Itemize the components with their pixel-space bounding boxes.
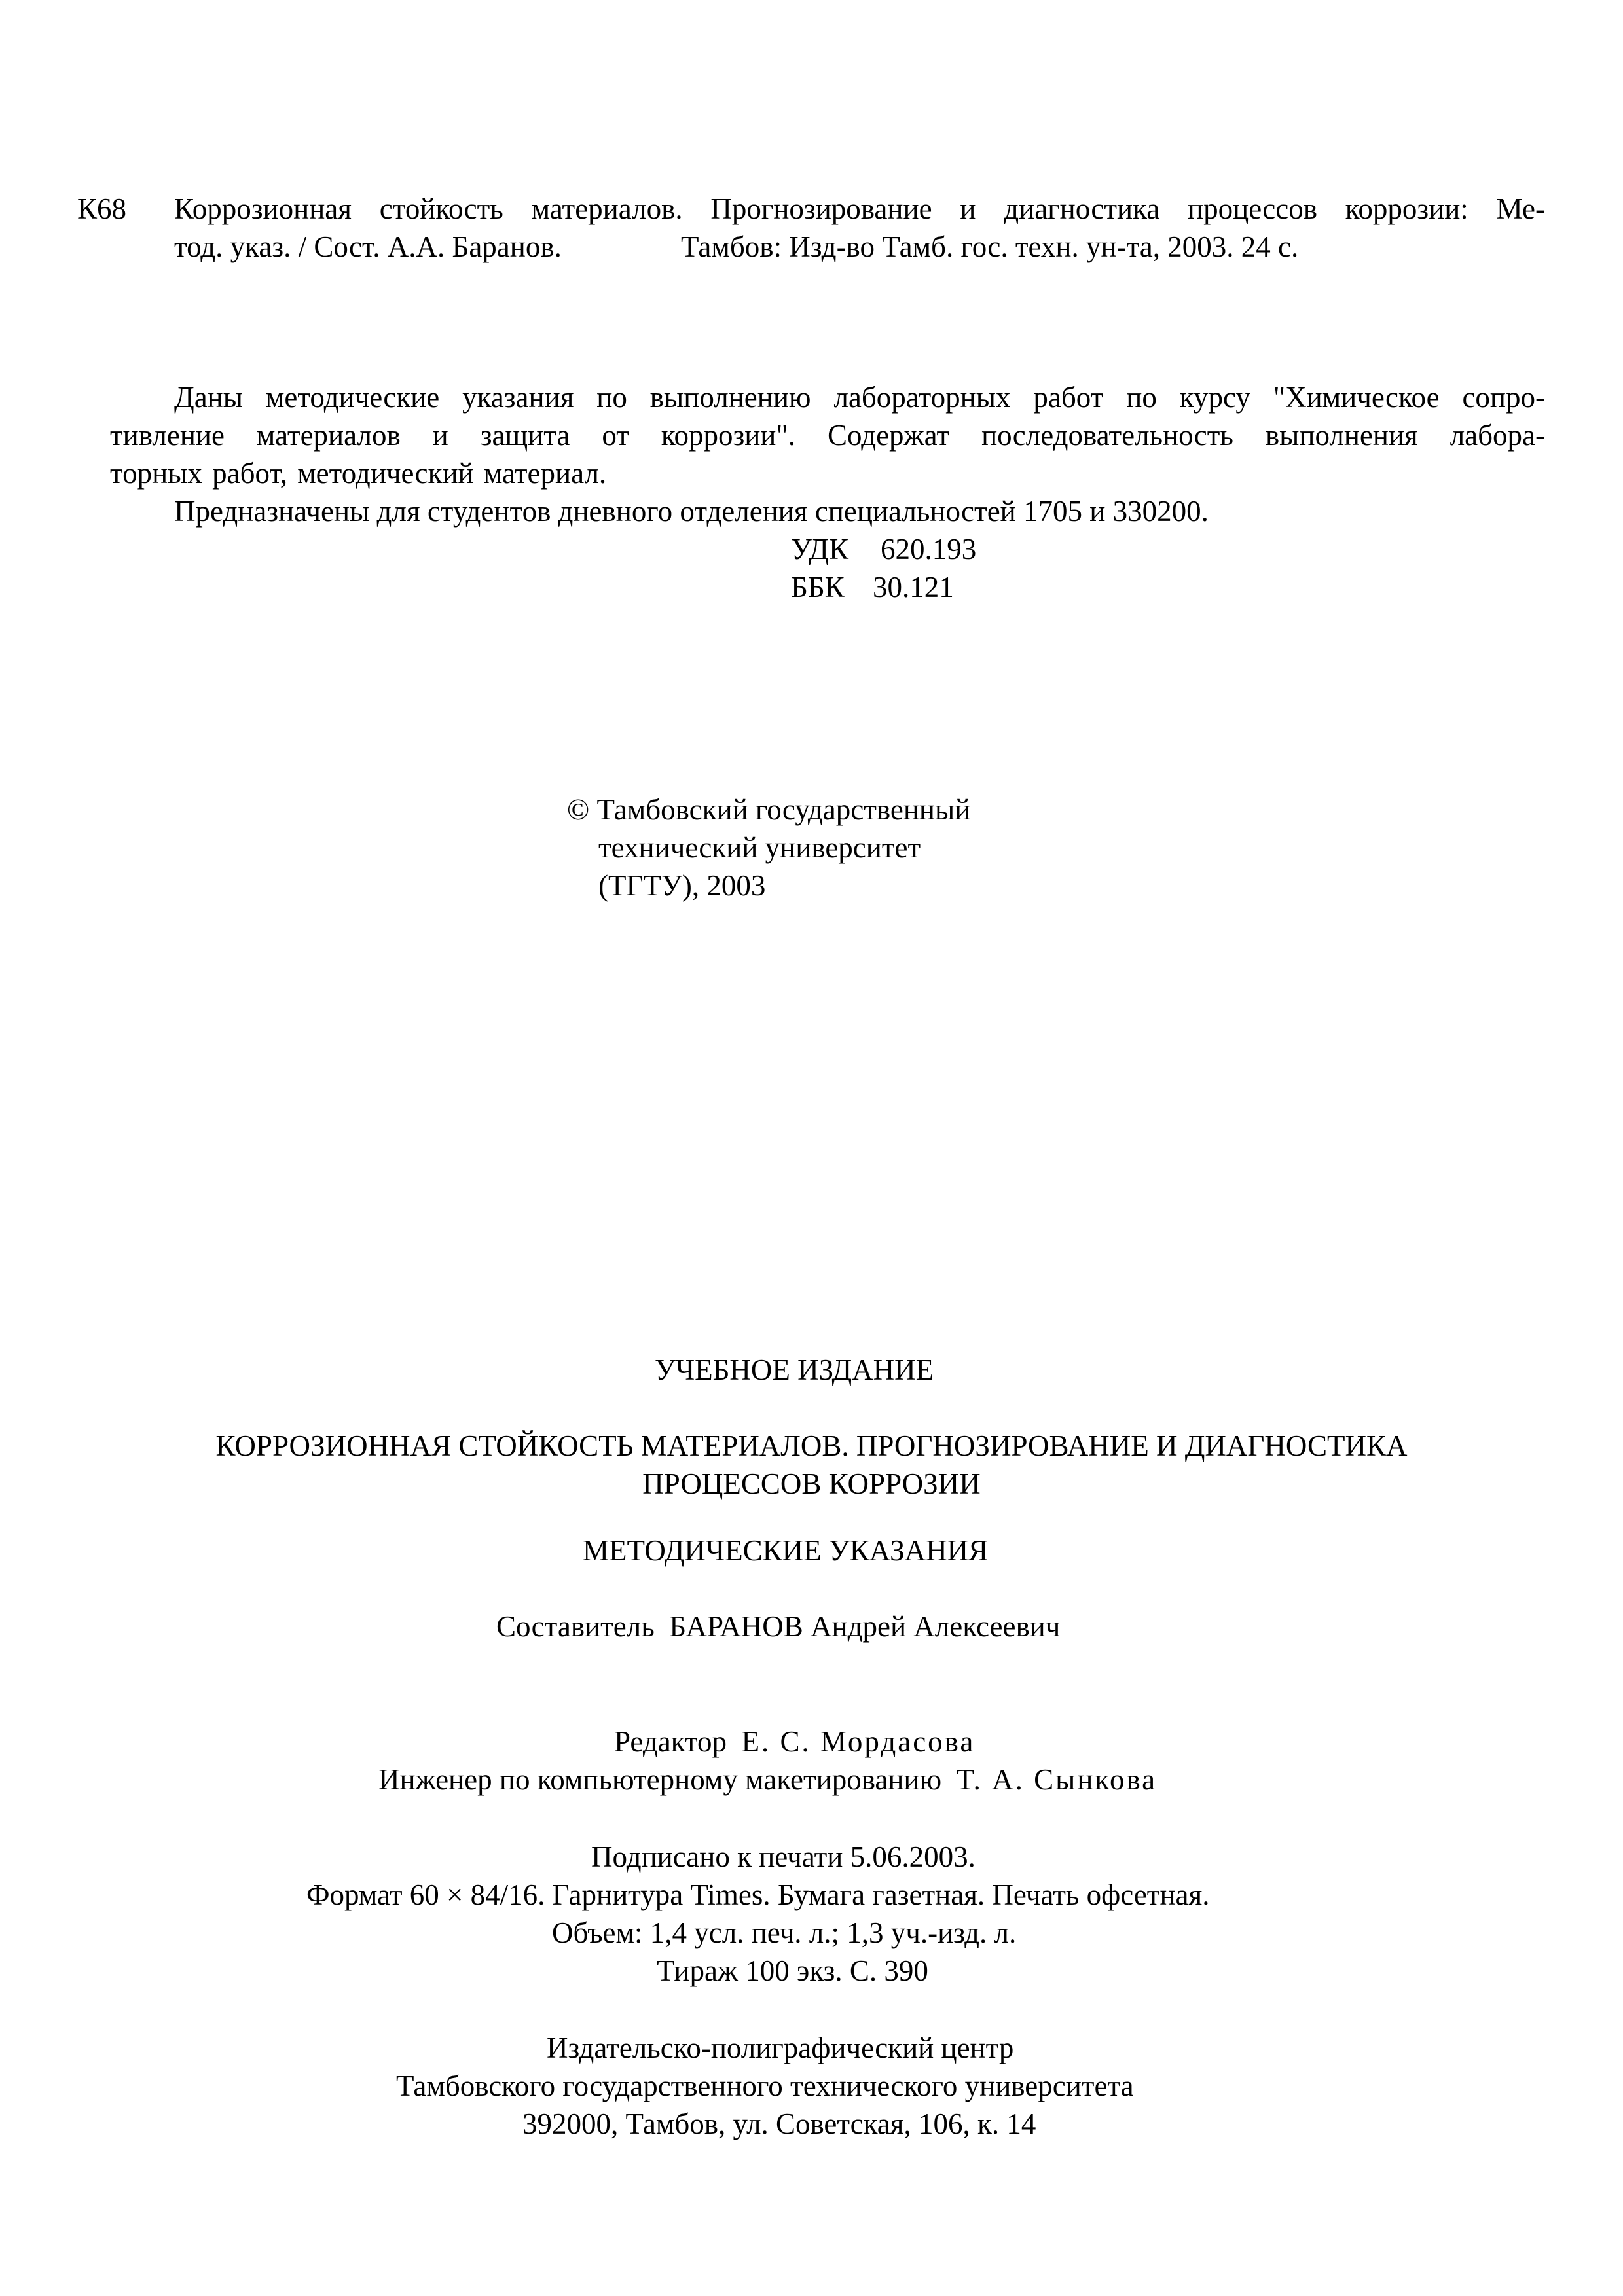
publisher-address: 392000, Тамбов, ул. Советская, 106, к. 14 <box>522 2108 1036 2140</box>
compiler-line <box>496 1607 1060 1645</box>
abstract-line-2: тивление материалов и защита от коррозии". Содержат последовательность выполнения лабора- <box>110 419 1545 452</box>
catalog-line-2-left: тод. указ. / Сост. А.А. Баранов. <box>174 230 562 263</box>
compiler-label: Составитель <box>496 1610 655 1643</box>
publisher-line-1: Издательско-полиграфический центр <box>547 2032 1014 2064</box>
publisher-line-2: Тамбовского государственного технического университета <box>396 2070 1134 2102</box>
bbk-value: 30.121 <box>873 571 954 603</box>
catalog-line-1: Коррозионная стойкость материалов. Прогнозирование и диагностика процессов коррозии: Ме- <box>174 192 1545 225</box>
abstract-line-3: торных работ, методический материал. <box>110 457 607 490</box>
layout-engineer-line <box>378 1761 1157 1799</box>
layout-engineer-label: Инженер по компьютерному макетированию <box>378 1763 942 1796</box>
udk-label: УДК <box>791 533 849 565</box>
abstract-line-4: Предназначены для студентов дневного отделения специальностей 1705 и 330200. <box>174 495 1209 528</box>
catalog-line-2-right: Тамбов: Изд-во Тамб. гос. техн. ун-та, 2003. 24 с. <box>681 230 1299 263</box>
edition-type: УЧЕБНОЕ ИЗДАНИЕ <box>655 1354 934 1386</box>
catalog-code: К68 <box>77 192 127 225</box>
book-title-line-2: ПРОЦЕССОВ КОРРОЗИИ <box>642 1467 981 1500</box>
document-type: МЕТОДИЧЕСКИЕ УКАЗАНИЯ <box>583 1534 989 1567</box>
print-run: Тираж 100 экз. С. 390 <box>657 1954 928 1987</box>
copyright-line-2: технический университет <box>598 831 921 864</box>
layout-engineer-name: Т. А. Сынкова <box>956 1763 1158 1796</box>
copyright-line-1: © Тамбовский государственный <box>567 793 971 826</box>
signed-date: Подписано к печати 5.06.2003. <box>591 1840 976 1873</box>
abstract-line-1: Даны методические указания по выполнению лабораторных работ по курсу "Химическое сопро- <box>174 381 1545 414</box>
editor-name: Е. С. Мордасова <box>741 1725 976 1758</box>
editor-line <box>614 1723 975 1761</box>
book-title-line-1: КОРРОЗИОННАЯ СТОЙКОСТЬ МАТЕРИАЛОВ. ПРОГНОЗИРОВАНИЕ И ДИАГНОСТИКА <box>215 1429 1408 1462</box>
udk-value: 620.193 <box>881 533 977 565</box>
copyright-line-3: (ТГТУ), 2003 <box>598 869 766 902</box>
print-format: Формат 60 × 84/16. Гарнитура Times. Бумага газетная. Печать офсетная. <box>306 1878 1210 1911</box>
editor-label: Редактор <box>614 1725 727 1758</box>
compiler-name: БАРАНОВ Андрей Алексеевич <box>669 1610 1061 1643</box>
print-volume: Объем: 1,4 усл. печ. л.; 1,3 уч.-изд. л. <box>552 1916 1017 1949</box>
bbk-label: ББК <box>791 571 845 603</box>
